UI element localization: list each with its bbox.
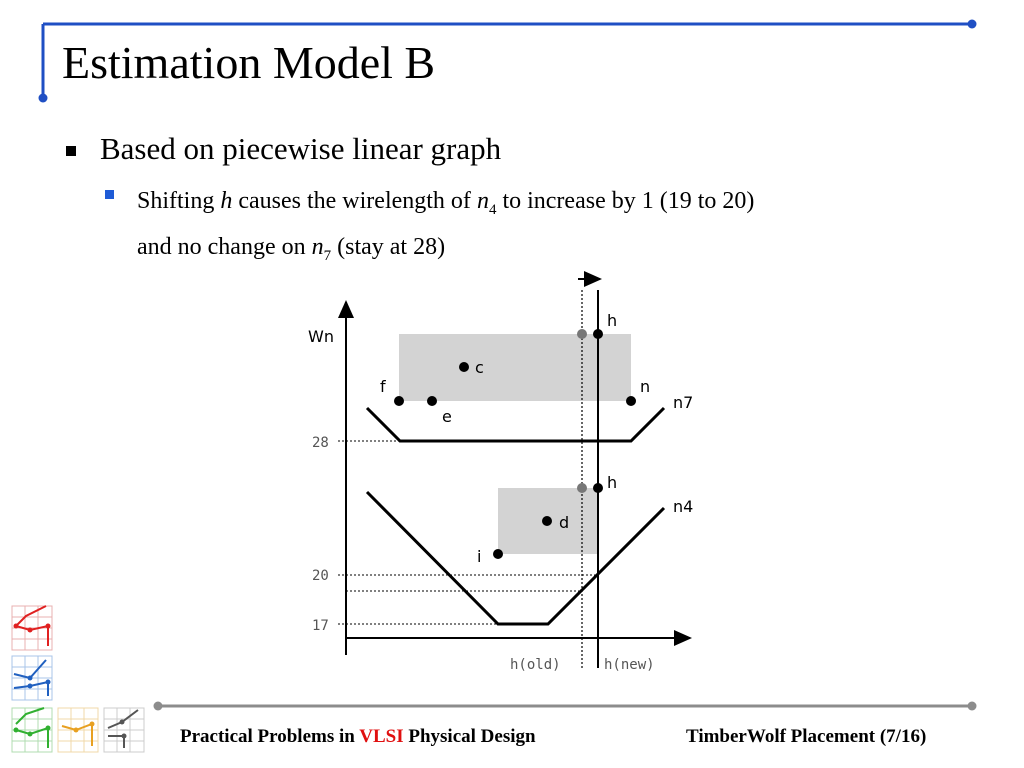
label-i: i (477, 547, 482, 566)
label-f: f (380, 377, 386, 396)
var-n4: n (476, 188, 489, 214)
point-h-n7 (593, 329, 603, 339)
point-i (493, 549, 503, 559)
vlsi-logo-icon (12, 606, 144, 752)
bullet-2-text-b: causes the wirelength of (232, 188, 477, 214)
footer-left-highlight: VLSI (359, 726, 404, 747)
tick-17: 17 (312, 618, 329, 634)
footer-dot-left (154, 702, 163, 711)
point-c (459, 362, 469, 372)
footer-left-pre: Practical Problems in (180, 726, 360, 747)
label-e: e (442, 407, 452, 426)
point-h-old-n7 (577, 329, 587, 339)
point-n (626, 396, 636, 406)
var-n7-sub: 7 (323, 247, 332, 264)
point-e (427, 396, 437, 406)
footer-course-title (180, 726, 536, 748)
slide-title: Estimation Model B (62, 37, 436, 88)
y-axis-label: Wn (308, 327, 334, 346)
var-n7: n (311, 233, 324, 260)
bullet-2-text-d: and no change on (137, 233, 312, 260)
bullet-2-text-a: Shifting (137, 188, 221, 214)
bullet-2-text-c: to increase by 1 (19 to 20) (496, 188, 755, 214)
footer-section-page: TimberWolf Placement (7/16) (686, 726, 927, 747)
x-label-h-new: h(new) (604, 657, 655, 673)
tick-28: 28 (312, 435, 329, 451)
n7-bounding-box (399, 334, 631, 401)
bullet-1: Based on piecewise linear graph (100, 131, 502, 166)
tick-20: 20 (312, 568, 329, 584)
var-n4-sub: 4 (488, 201, 497, 218)
net-label-n4: n4 (673, 497, 694, 516)
var-h: h (220, 188, 233, 214)
net-label-n7: n7 (673, 393, 694, 412)
label-d: d (559, 513, 570, 532)
footer-left-post: Physical Design (403, 726, 536, 747)
label-c: c (475, 358, 484, 377)
bullet-2-text-e: (stay at 28) (331, 233, 446, 260)
footer-dot-right (968, 702, 977, 711)
label-n: n (640, 377, 651, 396)
point-f (394, 396, 404, 406)
point-h-n4 (593, 483, 603, 493)
x-label-h-old: h(old) (510, 657, 561, 673)
point-h-old-n4 (577, 483, 587, 493)
label-h-n4: h (607, 473, 618, 492)
point-d (542, 516, 552, 526)
n7-curve (367, 408, 664, 441)
label-h-n7: h (607, 311, 618, 330)
